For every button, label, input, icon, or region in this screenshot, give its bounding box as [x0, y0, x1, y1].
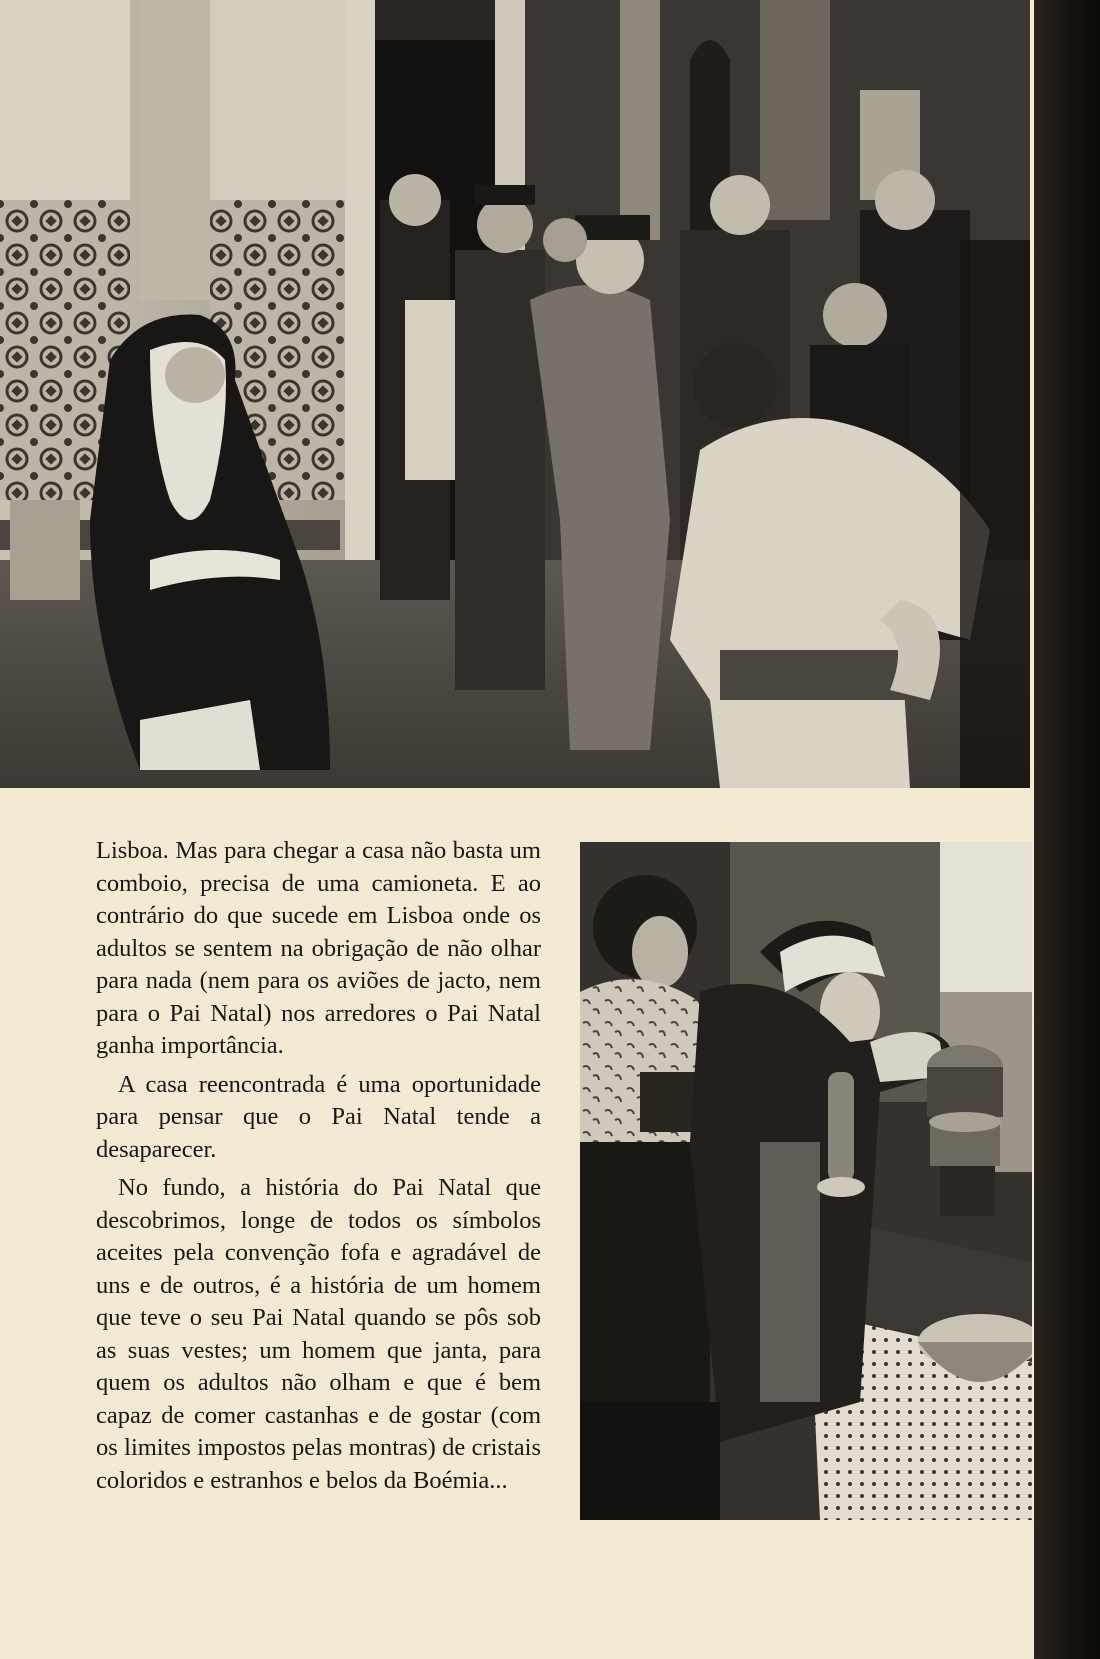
photo-santa-in-station-image — [0, 0, 1030, 788]
photo-santa-at-stove — [580, 842, 1032, 1520]
article-paragraph-2: A casa reencontrada é uma oportunidade para pensar que o Pai Natal tende a desaparecer. — [96, 1070, 541, 1163]
article-text — [96, 835, 541, 1503]
article-paragraph-1: Lisboa. Mas para chegar a casa não basta um comboio, precisa de uma camioneta. E ao contrário do que sucede em Lisboa onde os adultos se sentem na obrigação de não olhar para nada (nem para os aviões de jacto, nem para o Pai Natal) nos arredores o Pai Natal ganha importância. — [96, 837, 541, 1059]
photo-santa-at-stove-image — [580, 842, 1032, 1520]
page-edge — [1034, 0, 1100, 1659]
article-paragraph-3: No fundo, a história do Pai Natal que descobrimos, longe de todos os símbolos aceites pela convenção fofa e agradável de uns e de outros, é a história de um homem que teve o seu Pai Natal quando se pôs sob as suas vestes; um homem que janta, para quem os adultos não olham e que é bem capaz de comer castanhas e de gostar (com os limites impostos pelas montras) de cristais coloridos e estranhos e belos da Boémia... — [96, 1174, 541, 1494]
photo-santa-in-station — [0, 0, 1030, 788]
